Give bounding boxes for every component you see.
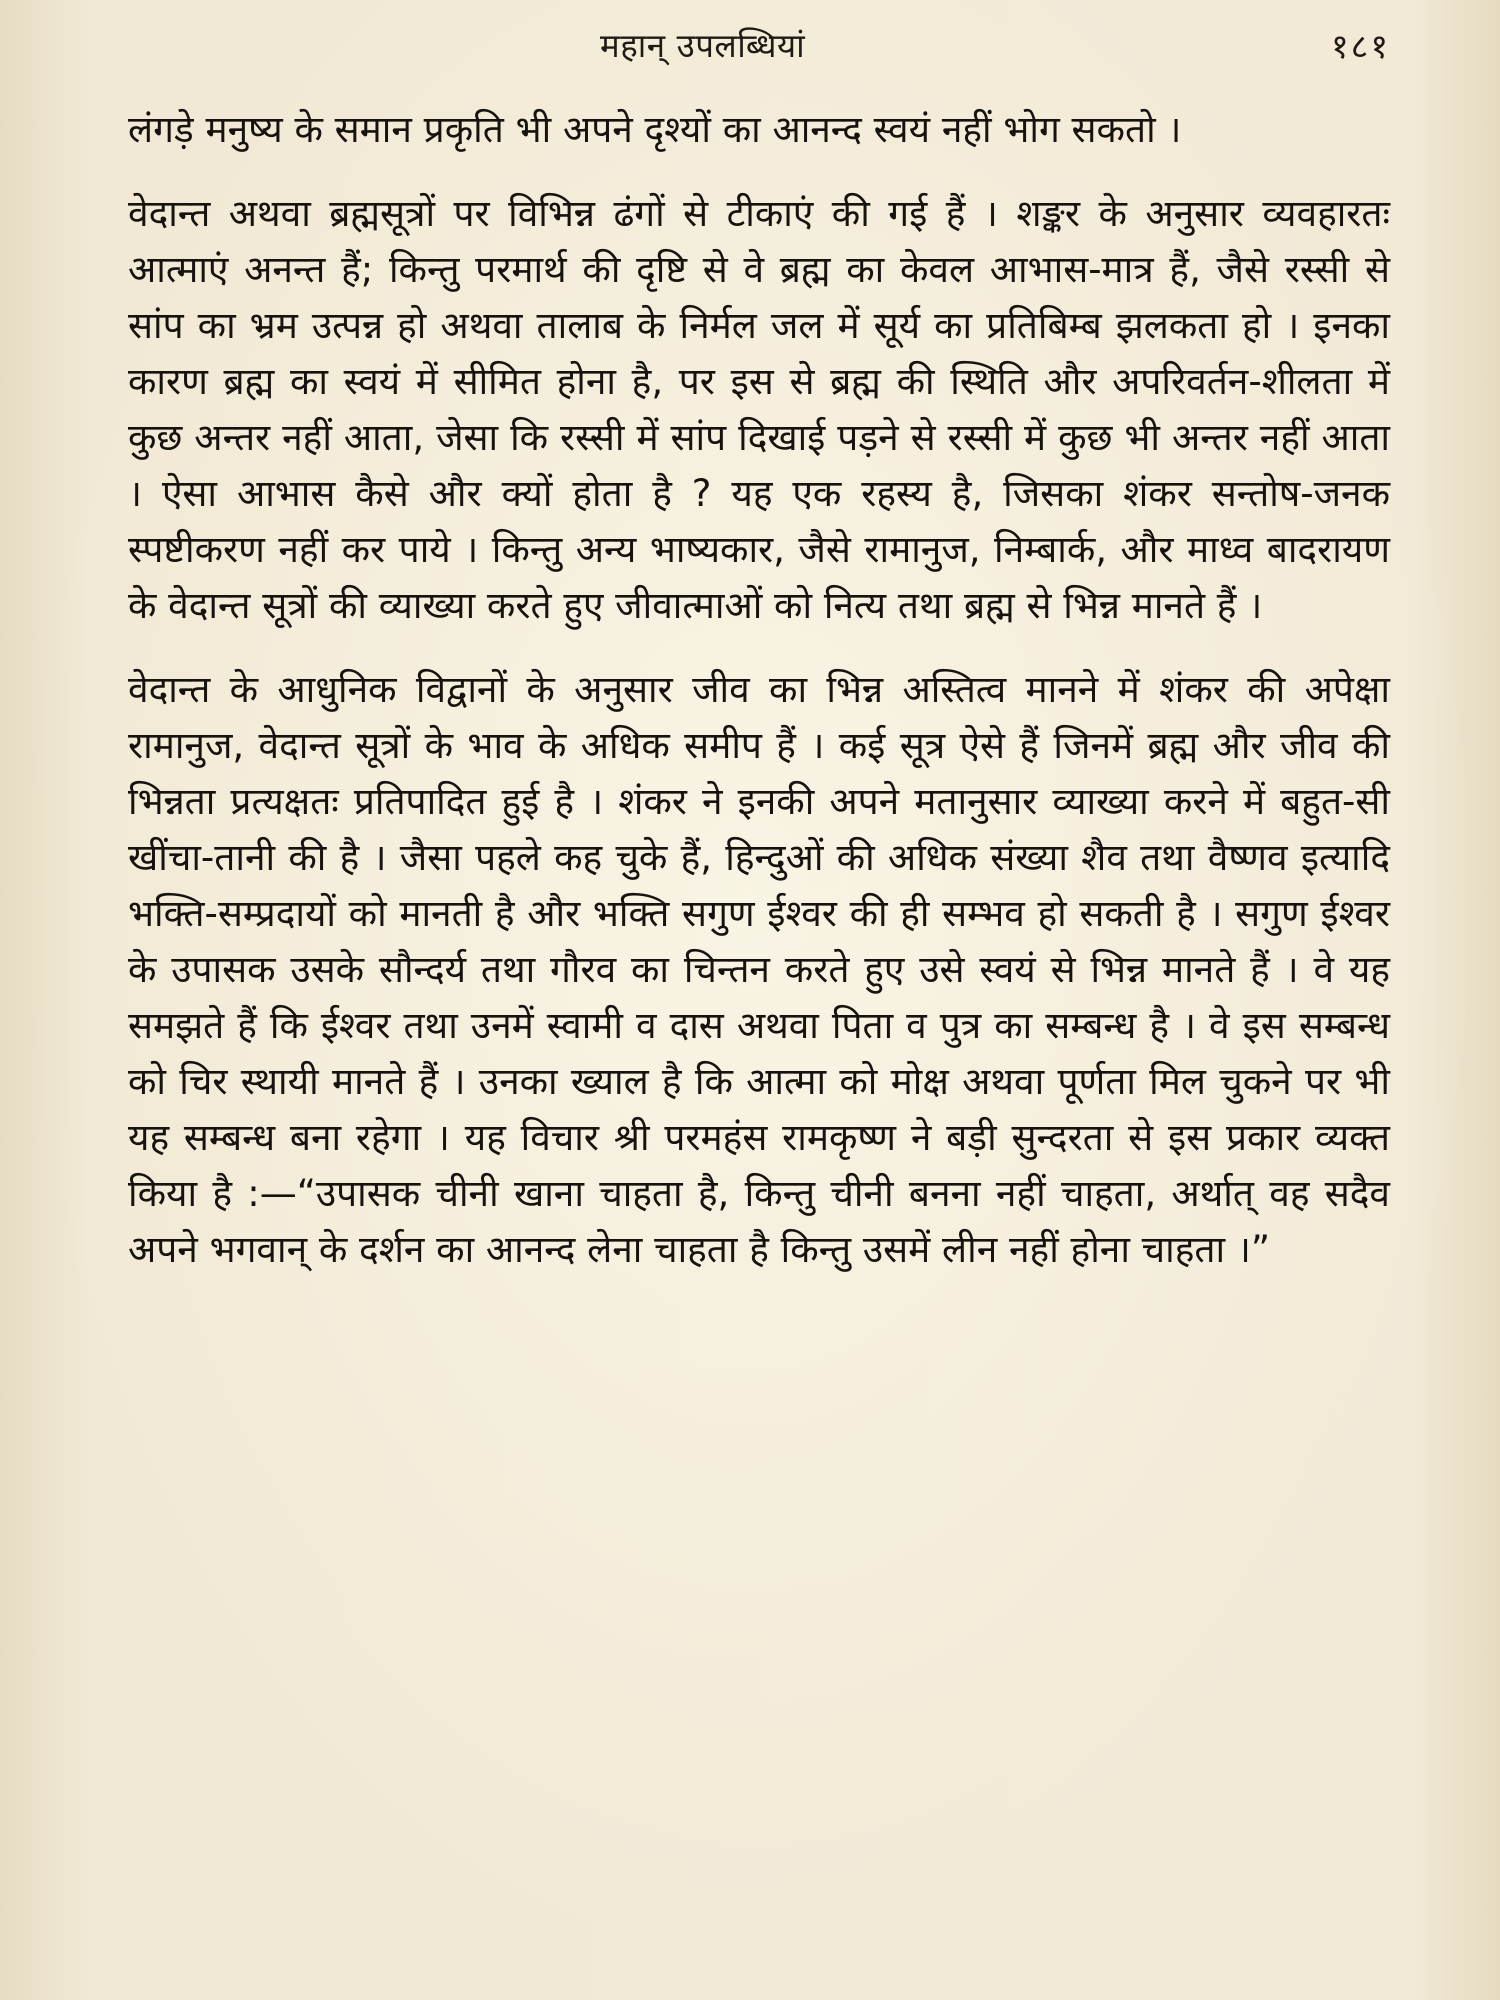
body-text bbox=[128, 102, 1390, 1278]
paragraph-1: लंगड़े मनुष्य के समान प्रकृति भी अपने दृश्यों का आनन्द स्वयं नहीं भोग सकतो । bbox=[128, 108, 1182, 151]
paragraph-3: वेदान्त के आधुनिक विद्वानों के अनुसार जीव का भिन्न अस्तित्व मानने में शंकर की अपेक्षा रामानुज, वेदान्त सूत्रों के भाव के अधिक समीप हैं । कई सूत्र ऐसे हैं जिनमें ब्रह्म और जीव की भिन्नता प्रत्यक्षतः प्रतिपादित हुई है । शंकर ने इनकी अपने मतानुसार व्याख्या करने में बहुत-सी खींचा-तानी की है । जैसा पहले कह चुके हैं, हिन्दुओं की अधिक संख्या शैव तथा वैष्णव इत्यादि भक्ति-सम्प्रदायों को मानती है और भक्ति सगुण ईश्वर की ही सम्भव हो सकती है । सगुण ईश्वर के उपासक उसके सौन्दर्य तथा गौरव का चिन्तन करते हुए उसे स्वयं से भिन्न मानते हैं । वे यह समझते हैं कि ईश्वर तथा उनमें स्वामी व दास अथवा पिता व पुत्र का सम्बन्ध है । वे इस सम्बन्ध को चिर स्थायी मानते हैं । उनका ख्याल है कि आत्मा को मोक्ष अथवा पूर्णता मिल चुकने पर भी यह सम्बन्ध बना रहेगा । यह विचार श्री परमहंस रामकृष्ण ने बड़ी सुन्दरता से इस प्रकार व्यक्त किया है :—“उपासक चीनी खाना चाहता है, किन्तु चीनी बनना नहीं चाहता, अर्थात् वह सदैव अपने भगवान् के दर्शन का आनन्द लेना चाहता है किन्तु उसमें लीन नहीं होना चाहता ।” bbox=[128, 668, 1390, 1271]
page-number: १८१ bbox=[1330, 27, 1390, 67]
paragraph-2: वेदान्त अथवा ब्रह्मसूत्रों पर विभिन्न ढंगों से टीकाएं की गई हैं । शङ्कर के अनुसार व्यवहारतः आत्माएं अनन्त हैं; किन्तु परमार्थ की दृष्टि से वे ब्रह्म का केवल आभास-मात्र हैं, जैसे रस्सी से सांप का भ्रम उत्पन्न हो अथवा तालाब के निर्मल जल में सूर्य का प्रतिबिम्ब झलकता हो । इनका कारण ब्रह्म का स्वयं में सीमित होना है, पर इस से ब्रह्म की स्थिति और अपरिवर्तन-शीलता में कुछ अन्तर नहीं आता, जेसा कि रस्सी में सांप दिखाई पड़ने से रस्सी में कुछ भी अन्तर नहीं आता । ऐसा आभास कैसे और क्यों होता है ? यह एक रहस्य है, जिसका शंकर सन्तोष-जनक स्पष्टीकरण नहीं कर पाये । किन्तु अन्य भाष्यकार, जैसे रामानुज, निम्बार्क, और माध्व बादरायण के वेदान्त सूत्रों की व्याख्या करते हुए जीवात्माओं को नित्य तथा ब्रह्म से भिन्न मानते हैं । bbox=[128, 192, 1390, 627]
page-header bbox=[0, 22, 1500, 74]
running-title: महान् उपलब्धियां bbox=[600, 26, 806, 65]
